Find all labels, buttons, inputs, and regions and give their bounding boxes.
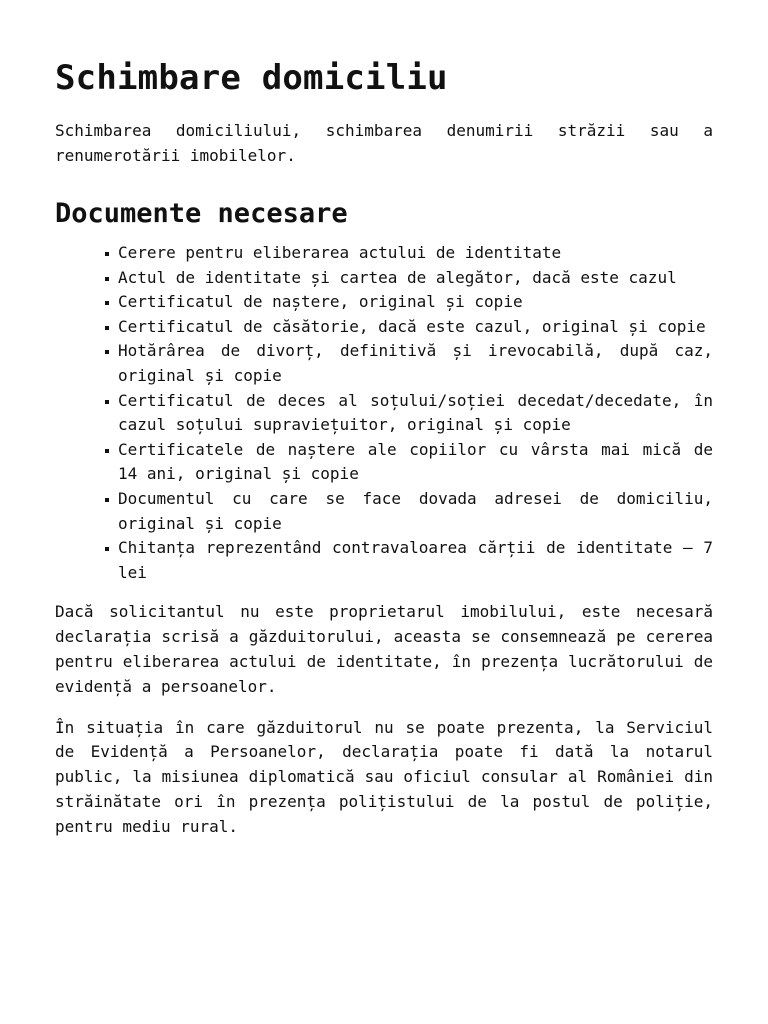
paragraph-owner-declaration: Dacă solicitantul nu este proprietarul imobilului, este necesară declarația scrisă a găzduitorului, aceasta se consemnează pe cererea pentru eliberarea actului de identitate, în prezența lucrătorului de evidență a persoanelor. [55,602,713,696]
list-item [118,438,713,487]
bullet-icon [105,301,109,305]
list-item [118,487,713,536]
bullet-icon [105,350,109,354]
bullet-icon [105,449,109,453]
list-item-text: Cerere pentru eliberarea actului de identitate [118,243,562,262]
list-item [118,266,713,291]
documents-list [55,241,713,585]
paragraph-notary-declaration: În situația în care găzduitorul nu se poate prezenta, la Serviciul de Evidență a Persoanelor, declarația poate fi dată la notarul public, la misiunea diplomatică sau oficiul consular al României din străinătate ori în prezența polițistului de la postul de poliție, pentru mediu rural. [55,717,713,836]
list-item [118,536,713,585]
list-item-text: Hotărârea de divorț, definitivă și irevocabilă, după caz, original și copie [118,341,713,385]
list-item-text: Documentul cu care se face dovada adresei de domiciliu, original și copie [118,488,713,533]
list-item-text: Actul de identitate și cartea de alegător, dacă este cazul [118,267,677,287]
list-item-text: Certificatul de naștere, original și copie [118,292,523,312]
page-title: Schimbare domiciliu [55,58,448,98]
list-item-text: Chitanța reprezentând contravaloarea cărții de identitate – 7 lei [118,538,713,582]
list-item [118,389,713,438]
list-item [118,290,713,315]
list-item [118,241,713,266]
list-item-text: Certificatele de naștere ale copiilor cu vârsta mai mică de 14 ani, original și copie [118,439,713,484]
bullet-icon [105,400,109,404]
bullet-icon [105,326,109,330]
list-item-text: Certificatul de deces al soțului/soției decedat/decedate, în cazul soțului supraviețuitor, original și copie [118,390,713,435]
intro-text: Schimbarea domiciliului, schimbarea denumirii străzii sau a renumerotării imobilelor. [55,121,713,165]
bullet-icon [105,252,109,256]
bullet-icon [105,547,109,551]
bullet-icon [105,498,109,502]
list-item [118,315,713,340]
section-title: Documente necesare [55,198,348,229]
bullet-icon [105,277,109,281]
list-item [118,339,713,388]
list-item-text: Certificatul de căsătorie, dacă este cazul, original și copie [118,316,706,336]
